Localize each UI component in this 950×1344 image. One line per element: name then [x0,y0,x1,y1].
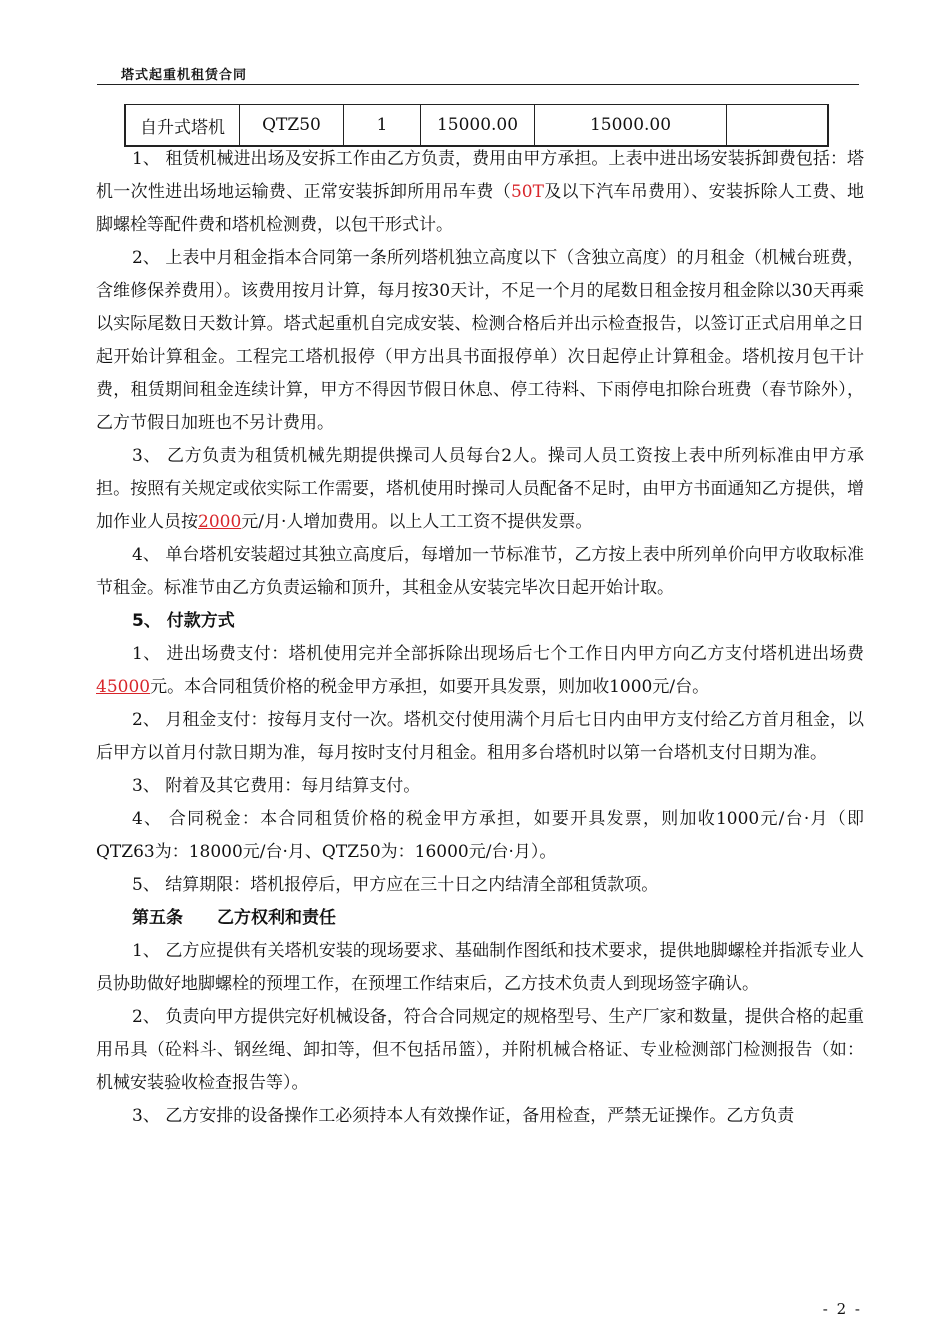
clause-paragraph: 1、 乙方应提供有关塔机安装的现场要求、基础制作图纸和技术要求，提供地脚螺栓并指派专业人员协助做好地脚螺栓的预埋工作，在预埋工作结束后，乙方技术负责人到现场签字确认。 [96,941,864,994]
clause-paragraph: 2、 月租金支付：按每月支付一次。塔机交付使用满个月后七日内由甲方支付给乙方首月租金，以后甲方以首月付款日期为准，每月按时支付月租金。租用多台塔机时以第一台塔机支付日期为准。 [96,710,864,763]
highlight-text: 45000 [96,677,151,697]
clause-paragraph: 4、 单台塔机安装超过其独立高度后，每增加一节标准节，乙方按上表中所列单价向甲方收取标准节租金。标准节由乙方负责运输和顶升，其租金从安装完毕次日起开始计取。 [96,545,864,598]
table-cell-quantity: 1 [344,105,421,147]
clause-paragraph: 4、 合同税金：本合同租赁价格的税金甲方承担，如要开具发票，则加收1000元/台·月（即QTZ63为：18000元/台·月、QTZ50为：16000元/台·月）。 [96,809,864,862]
clause-paragraph: 3、 乙方负责为租赁机械先期提供操司人员每台2人。操司人员工资按上表中所列标准由甲方承担。按照有关规定或依实际工作需要，塔机使用时操司人员配备不足时，由甲方书面通知乙方提供，增加作业人员按2000元/月·人增加费用。以上人工工资不提供发票。 [96,446,864,532]
section-heading: 5、 付款方式 [132,611,235,631]
table-cell-model: QTZ50 [240,105,344,147]
clause-paragraph: 1、 进出场费支付：塔机使用完并全部拆除出现场后七个工作日内甲方向乙方支付塔机进出场费45000元。本合同租赁价格的税金甲方承担，如要开具发票，则加收1000元/台。 [96,644,864,697]
clause-paragraph: 1、 租赁机械进出场及安拆工作由乙方负责，费用由甲方承担。上表中进出场安装拆卸费包括：塔机一次性进出场地运输费、正常安装拆卸所用吊车费（50T及以下汽车吊费用）、安装拆除人工费、地脚螺栓等配件费和塔机检测费，以包干形式计。 [96,149,864,235]
article-heading: 第五条 乙方权利和责任 [132,908,336,928]
page-number: - 2 - [822,1300,862,1318]
table-cell-remark [727,105,829,147]
clause-paragraph: 2、 负责向甲方提供完好机械设备，符合合同规定的规格型号、生产厂家和数量，提供合格的起重用吊具（砼料斗、钢丝绳、卸扣等，但不包括吊篮），并附机械合格证、专业检测部门检测报告（如：机械安装验收检查报告等）。 [96,1007,864,1093]
clause-paragraph: 5、 结算期限：塔机报停后，甲方应在三十日之内结清全部租赁款项。 [132,875,659,895]
highlight-text: 2000 [198,512,242,532]
rental-table [124,104,829,147]
clause-paragraph: 3、 附着及其它费用：每月结算支付。 [132,776,421,796]
table-row [125,105,828,147]
table-cell-unit-price: 15000.00 [421,105,535,147]
contract-body [96,143,864,1133]
highlight-text: 50T [510,182,544,202]
table-cell-type: 自升式塔机 [125,105,240,147]
table-cell-total: 15000.00 [535,105,727,147]
page-header [97,62,859,85]
clause-paragraph: 3、 乙方安排的设备操作工必须持本人有效操作证，备用检查，严禁无证操作。乙方负责 [132,1106,795,1126]
header-title: 塔式起重机租赁合同 [121,68,248,83]
clause-paragraph: 2、 上表中月租金指本合同第一条所列塔机独立高度以下（含独立高度）的月租金（机械台班费，含维修保养费用）。该费用按月计算，每月按30天计，不足一个月的尾数日租金按月租金除以30天再乘以实际尾数日天数计算。塔式起重机自完成安装、检测合格后并出示检查报告，以签订正式启用单之日起开始计算租金。工程完工塔机报停（甲方出具书面报停单）次日起停止计算租金。塔机按月包干计费，租赁期间租金连续计算，甲方不得因节假日休息、停工待料、下雨停电扣除台班费（春节除外），乙方节假日加班也不另计费用。 [96,248,864,433]
